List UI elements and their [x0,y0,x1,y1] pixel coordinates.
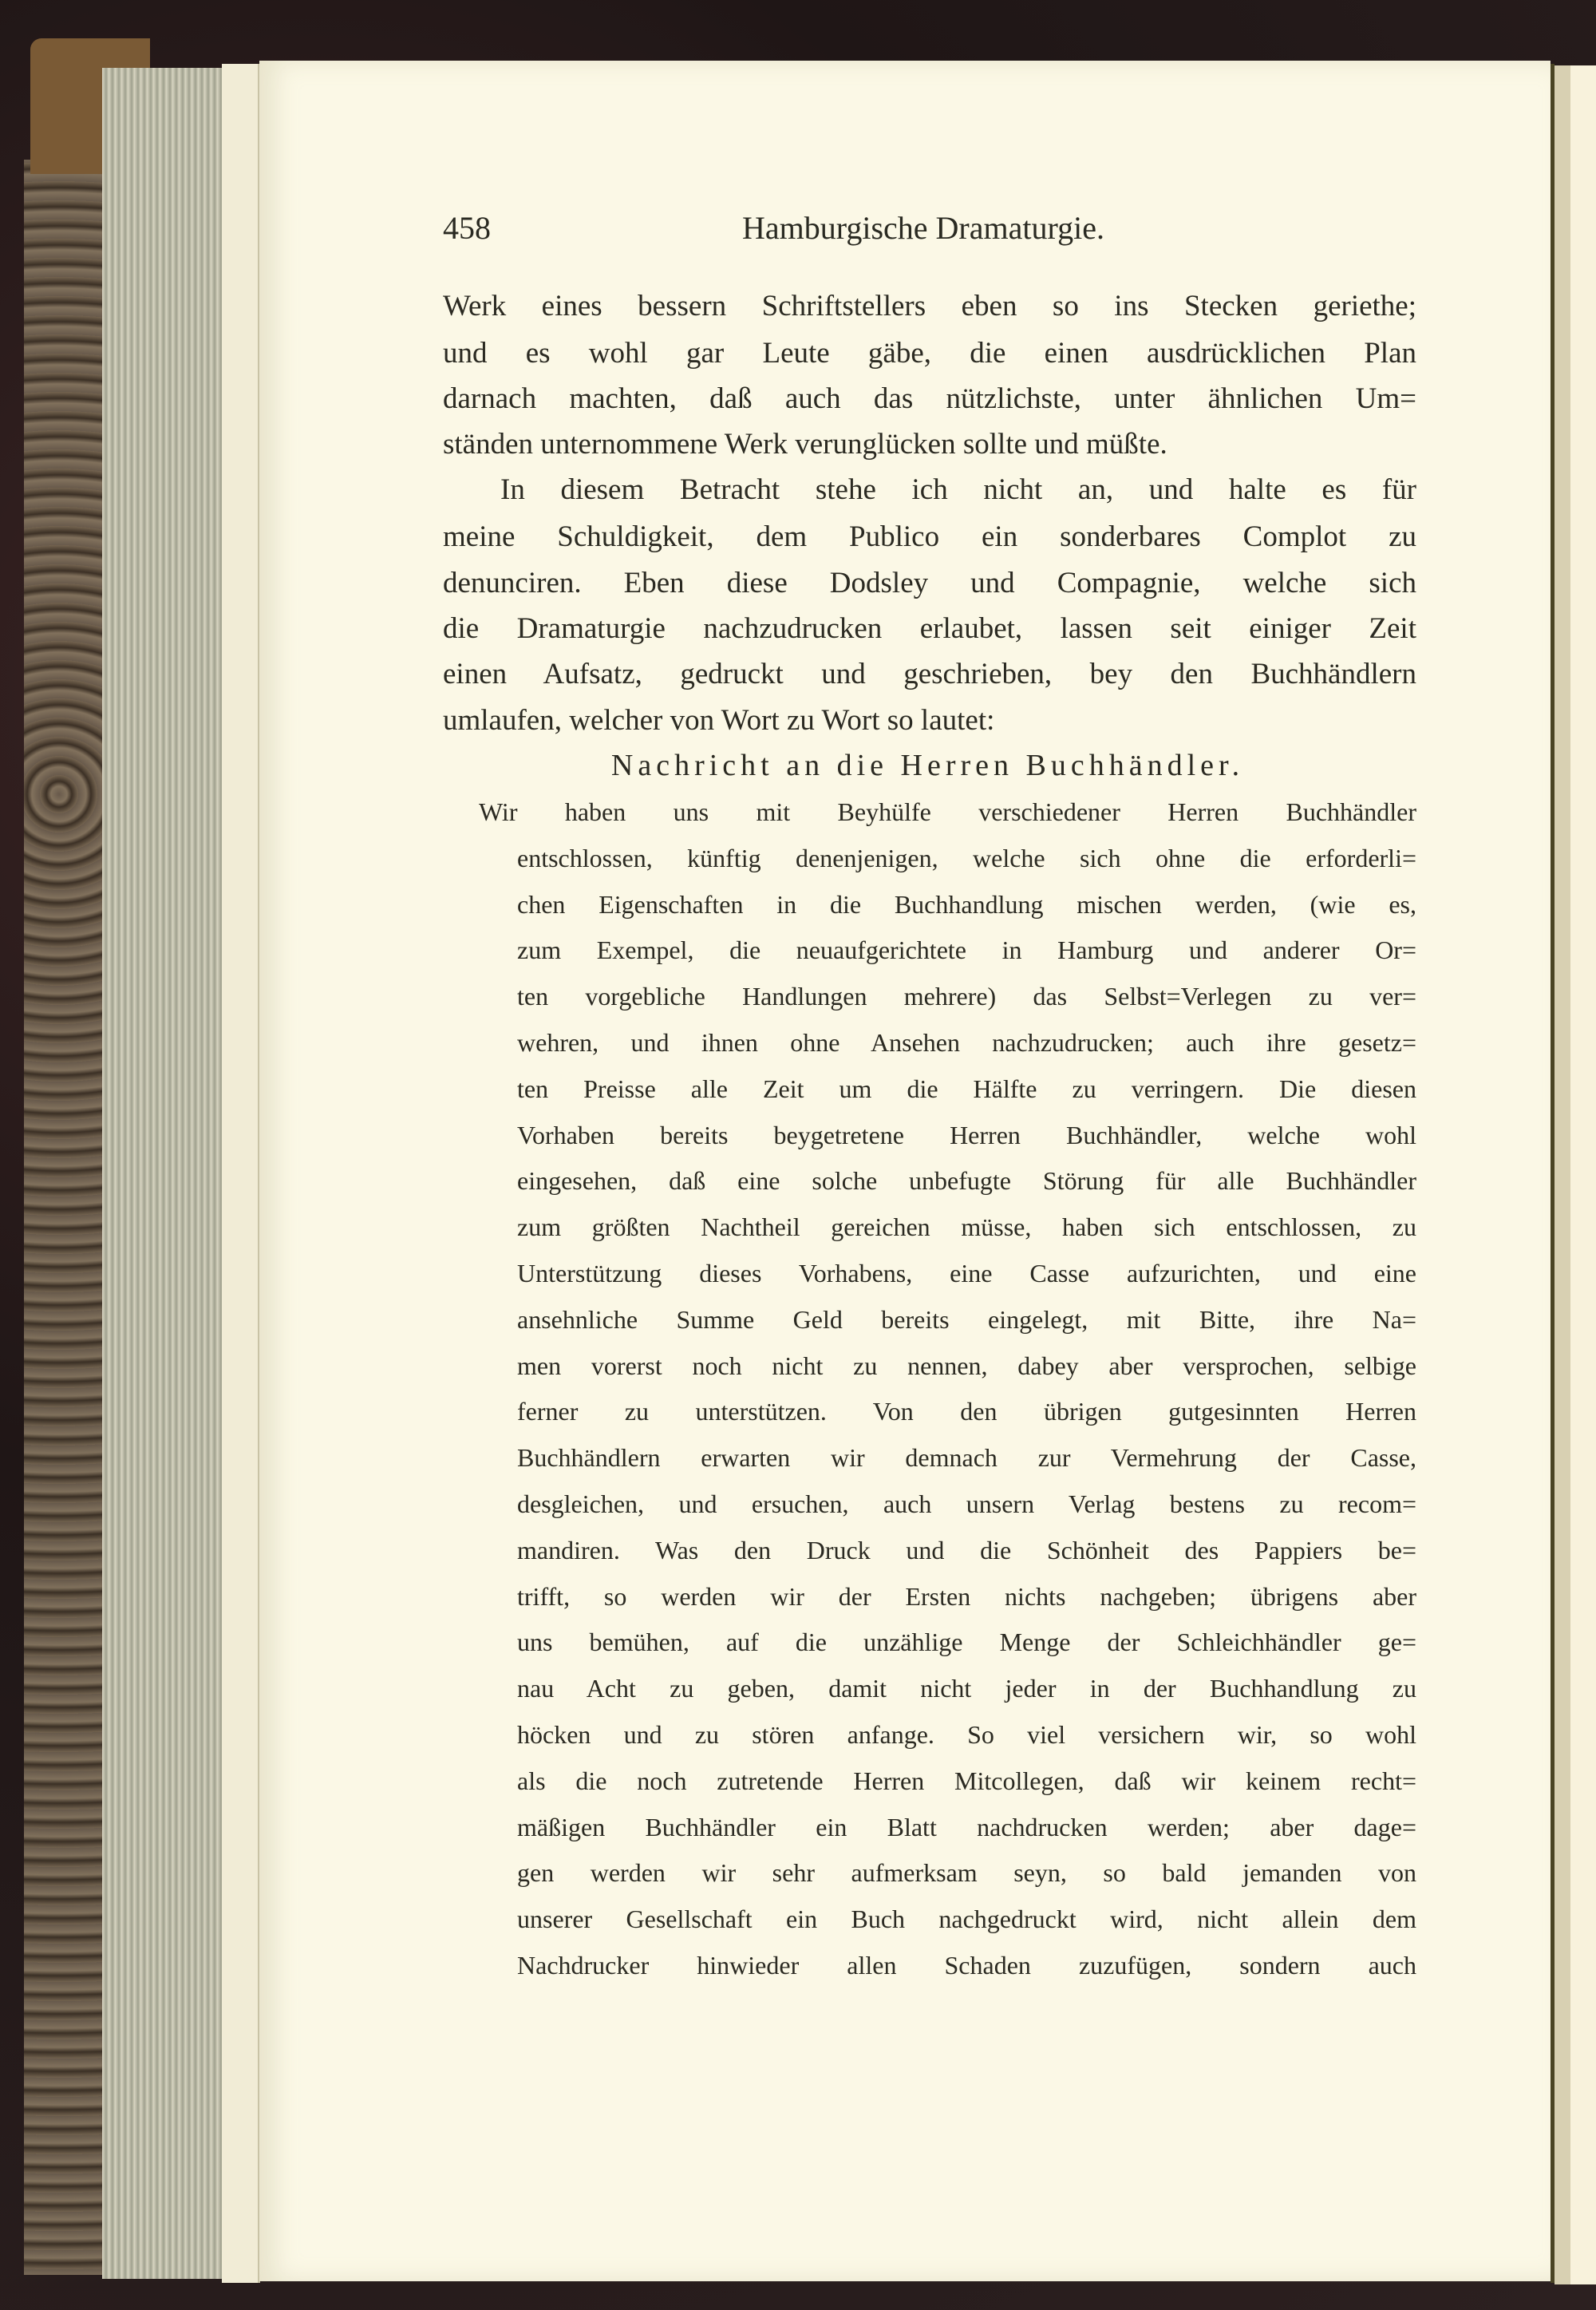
page-edge-light [222,64,260,2283]
notice-line: uns bemühen, auf die unzählige Menge der Schleichhändler ge= [517,1628,1416,1657]
marbled-board [24,160,112,2275]
text-line: einen Aufsatz, gedruckt und geschrieben, bey den Buchhändlern [443,658,1416,690]
text-line: umlaufen, welcher von Wort zu Wort so lautet: [443,704,995,737]
notice-line: eingesehen, daß eine solche unbefugte Störung für alle Buchhändler [517,1166,1416,1196]
notice-line: Wir haben uns mit Beyhülfe verschiedener Herren Buchhändler [479,797,1416,826]
notice-line: Vorhaben bereits beygetretene Herren Buchhändler, welche wohl [517,1120,1416,1149]
notice-line: wehren, und ihnen ohne Ansehen nachzudrucken; auch ihre gesetz= [517,1028,1416,1057]
notice-line: höcken und zu stören anfange. So viel versichern wir, so wohl [517,1720,1416,1749]
notice-line: ten Preisse alle Zeit um die Hälfte zu verringern. Die diesen [517,1074,1416,1103]
notice-line: zum größten Nachtheil gereichen müsse, haben sich entschlossen, zu [517,1212,1416,1242]
notice-line: gen werden wir sehr aufmerksam seyn, so bald jemanden von [517,1858,1416,1888]
text-line: darnach machten, daß auch das nützlichste, unter ähnlichen Um= [443,382,1416,415]
notice-line: men vorerst noch nicht zu nennen, dabey aber versprochen, selbige [517,1351,1416,1380]
notice-line: entschlossen, künftig denenjenigen, welche sich ohne die erforderli= [517,843,1416,872]
page-edges [102,68,222,2279]
notice-line: desgleichen, und ersuchen, auch unsern Verlag bestens zu recom= [517,1489,1416,1518]
notice-heading: Nachricht an die Herren Buchhändler. [610,749,1245,782]
text-line: die Dramaturgie nachzudrucken erlaubet, lassen seit einiger Zeit [443,612,1416,645]
next-page-edge [1555,65,1570,2284]
notice-line: zum Exempel, die neuaufgerichtete in Hamburg und anderer Or= [517,935,1416,965]
text-line: Werk eines bessern Schriftstellers eben so ins Stecken geriethe; [443,290,1416,322]
notice-line: unserer Gesellschaft ein Buch nachgedruckt wird, nicht allein dem [517,1905,1416,1934]
notice-line: als die noch zutretende Herren Mitcollegen, daß wir keinem recht= [517,1766,1416,1795]
text-line: In diesem Betracht stehe ich nicht an, und halte es für [500,473,1416,506]
notice-line: Unterstützung dieses Vorhabens, eine Casse aufzurichten, und eine [517,1259,1416,1288]
text-line: ständen unternommene Werk verunglücken sollte und müßte. [443,428,1167,461]
notice-line: ferner zu unterstützen. Von den übrigen gutgesinnten Herren [517,1397,1416,1426]
notice-line: mäßigen Buchhändler ein Blatt nachdrucken werden; aber dage= [517,1812,1416,1841]
text-line: und es wohl gar Leute gäbe, die einen ausdrücklichen Plan [443,337,1416,370]
notice-line: Nachdrucker hinwieder allen Schaden zuzufügen, sondern auch [517,1951,1416,1980]
text-line: denunciren. Eben diese Dodsley und Compagnie, welche sich [443,567,1416,599]
notice-line: Buchhändlern erwarten wir demnach zur Vermehrung der Casse, [517,1443,1416,1473]
running-title: Hamburgische Dramaturgie. [742,210,1104,246]
text-line: meine Schuldigkeit, dem Publico ein sonderbares Complot zu [443,520,1416,553]
page-number: 458 [443,210,491,246]
notice-line: ansehnliche Summe Geld bereits eingelegt, mit Bitte, ihre Na= [517,1304,1416,1334]
notice-line: ten vorgebliche Handlungen mehrere) das Selbst=Verlegen zu ver= [517,982,1416,1011]
notice-line: nau Acht zu geben, damit nicht jeder in der Buchhandlung zu [517,1674,1416,1703]
next-page [1570,65,1596,2284]
notice-line: trifft, so werden wir der Ersten nichts nachgeben; übrigens aber [517,1581,1416,1611]
notice-line: chen Eigenschaften in die Buchhandlung mischen werden, (wie es, [517,889,1416,919]
notice-line: mandiren. Was den Druck und die Schönheit des Pappiers be= [517,1535,1416,1564]
